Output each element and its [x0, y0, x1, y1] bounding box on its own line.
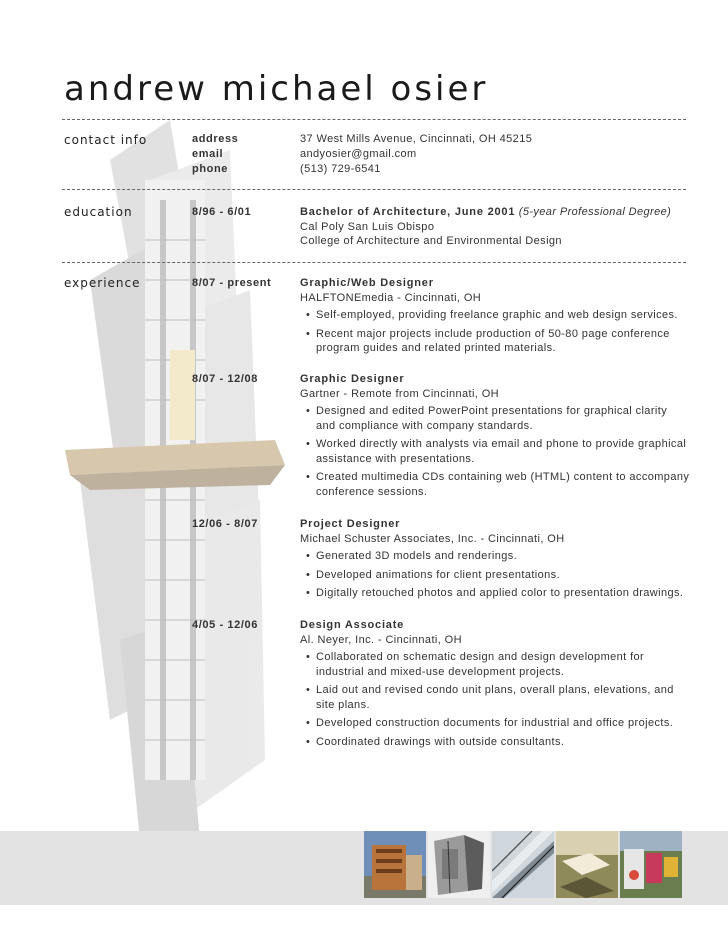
job-entry: [300, 276, 690, 360]
education-college: College of Architecture and Environmental Design: [300, 235, 562, 247]
job-date: 8/07 - 12/08: [192, 373, 258, 385]
job-bullet: • Created multimedia CDs containing web (HTML) content to accompany conference sessions.: [300, 470, 690, 499]
job-date: 8/07 - present: [192, 277, 272, 289]
job-company: Al. Neyer, Inc. - Cincinnati, OH: [300, 633, 462, 646]
section-heading-contact: contact info: [64, 133, 148, 147]
divider: [62, 262, 686, 263]
divider: [62, 189, 686, 190]
education-degree-line: [300, 205, 690, 220]
job-company: Gartner - Remote from Cincinnati, OH: [300, 387, 500, 400]
contact-value-email[interactable]: andyosier@gmail.com: [300, 148, 417, 160]
contact-label-address: address: [192, 133, 239, 145]
job-bullet: • Laid out and revised condo unit plans, overall plans, elevations, and site plans.: [300, 683, 690, 712]
contact-value-address: 37 West Mills Avenue, Cincinnati, OH 45215: [300, 133, 533, 145]
contact-label-phone: phone: [192, 163, 228, 175]
job-company: HALFTONEmedia - Cincinnati, OH: [300, 291, 482, 304]
interior-rendering-thumbnail: [556, 831, 618, 898]
job-entry: [300, 618, 690, 753]
job-bullet: • Worked directly with analysts via email and phone to provide graphical assistance with presentations.: [300, 437, 690, 466]
job-bullet: • Designed and edited PowerPoint presentations for graphical clarity and compliance with company standards.: [300, 404, 690, 433]
job-bullet: • Generated 3D models and renderings.: [300, 549, 690, 564]
contact-value-phone: (513) 729-6541: [300, 163, 381, 175]
job-bullet: • Digitally retouched photos and applied color to presentation drawings.: [300, 586, 690, 601]
tower-rendering-image: [50, 120, 300, 840]
divider: [62, 119, 686, 120]
resume-name: andrew michael osier: [64, 69, 489, 109]
contact-label-email: email: [192, 148, 224, 160]
job-date: 12/06 - 8/07: [192, 518, 258, 530]
section-heading-experience: experience: [64, 276, 141, 290]
job-bullet: • Recent major projects include production of 50-80 page conference program guides and related printed materials.: [300, 327, 690, 356]
job-company: Michael Schuster Associates, Inc. - Cincinnati, OH: [300, 532, 565, 545]
facade-rendering-thumbnail: [428, 831, 490, 898]
job-title: Design Associate: [300, 619, 405, 631]
job-title: Graphic Designer: [300, 373, 405, 385]
stair-rendering-thumbnail: [492, 831, 554, 898]
building-photo-thumbnail: [364, 831, 426, 898]
job-bullet: • Coordinated drawings with outside consultants.: [300, 735, 690, 750]
job-date: 4/05 - 12/06: [192, 619, 258, 631]
education-date: 8/96 - 6/01: [192, 206, 252, 218]
job-bullet: • Developed construction documents for industrial and office projects.: [300, 716, 690, 731]
job-bullet: • Developed animations for client presentations.: [300, 568, 690, 583]
education-block: [300, 205, 690, 249]
job-bullet: • Self-employed, providing freelance graphic and web design services.: [300, 308, 690, 323]
education-school: Cal Poly San Luis Obispo: [300, 220, 435, 233]
section-heading-education: education: [64, 205, 133, 219]
job-entry: [300, 517, 690, 605]
job-title: Graphic/Web Designer: [300, 277, 434, 289]
degree-title: Bachelor of Architecture, June 2001: [300, 206, 516, 218]
storefront-rendering-thumbnail: [620, 831, 682, 898]
job-bullet: • Collaborated on schematic design and design development for industrial and mixed-use development projects.: [300, 650, 690, 679]
job-entry: [300, 372, 690, 503]
job-title: Project Designer: [300, 518, 401, 530]
portfolio-thumbnails: [364, 831, 682, 898]
degree-note: (5-year Professional Degree): [518, 206, 672, 218]
